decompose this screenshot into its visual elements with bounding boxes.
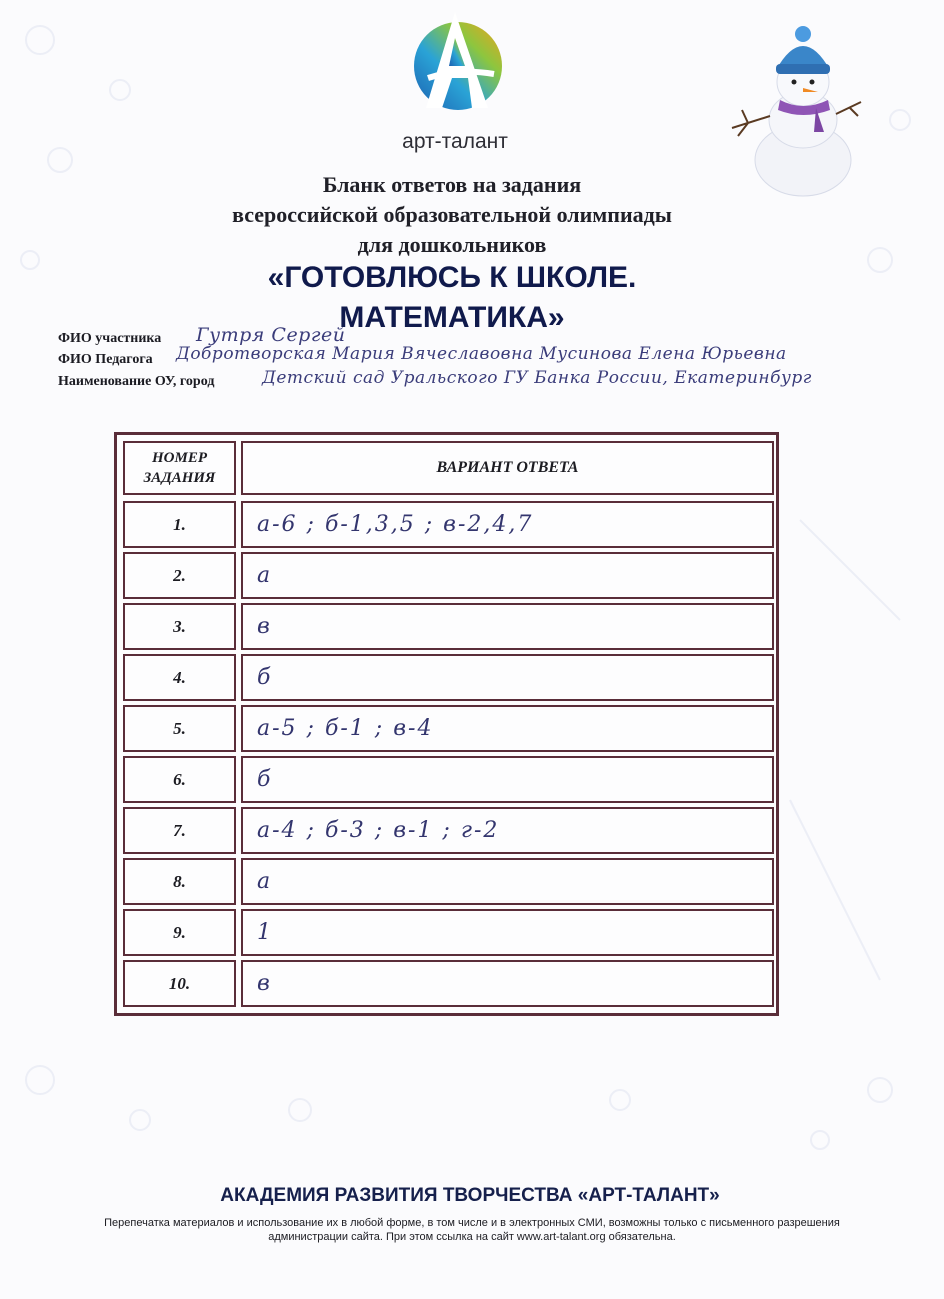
answer-cell: а	[241, 858, 774, 905]
task-number-cell: 1.	[123, 501, 236, 548]
title-line-2: всероссийской образовательной олимпиады	[232, 202, 672, 227]
answer-cell: б	[241, 654, 774, 701]
title-line-1: Бланк ответов на задания	[322, 172, 582, 197]
task-number-cell: 9.	[123, 909, 236, 956]
olympiad-name-line-1: «ГОТОВЛЮСЬ К ШКОЛЕ.	[267, 261, 637, 294]
task-number-cell: 3.	[123, 603, 236, 650]
answer-cell: в	[241, 603, 774, 650]
task-number-cell: 2.	[123, 552, 236, 599]
olympiad-name-line-2: МАТЕМАТИКА»	[339, 301, 565, 334]
table-row	[123, 552, 774, 599]
title-line-3: для дошкольников	[357, 232, 547, 257]
footer-note: Перепечатка материалов и использование их в любой форме, в том числе и в электронных СМИ, возможны только с письменного разрешения администрации сайта. При этом ссылка на сайт www.art-talant.org обязательна.	[104, 1217, 840, 1243]
table-row	[123, 756, 774, 803]
footer-title: АКАДЕМИЯ РАЗВИТИЯ ТВОРЧЕСТВА «АРТ-ТАЛАНТ»	[220, 1185, 720, 1206]
answer-cell: 1	[241, 909, 774, 956]
title-block	[150, 170, 754, 260]
participant-value: Гутря Сергей	[196, 324, 346, 346]
task-number-cell: 8.	[123, 858, 236, 905]
answer-cell: а-5 ; б-1 ; в-4	[241, 705, 774, 752]
table-row	[123, 654, 774, 701]
answer-cell: а-6 ; б-1,3,5 ; в-2,4,7	[241, 501, 774, 548]
org-row	[58, 374, 214, 390]
answers-table	[114, 432, 779, 1016]
answer-cell: а-4 ; б-3 ; в-1 ; г-2	[241, 807, 774, 854]
task-number-cell: 4.	[123, 654, 236, 701]
org-value: Детский сад Уральского ГУ Банка России, Екатеринбург	[262, 368, 812, 388]
answer-cell: в	[241, 960, 774, 1007]
participant-row	[58, 331, 161, 347]
teacher-value: Добротворская Мария Вячеславовна Мусинова Елена Юрьевна	[176, 344, 787, 364]
task-number-cell: 6.	[123, 756, 236, 803]
answer-cell: а	[241, 552, 774, 599]
table-row	[123, 807, 774, 854]
table-row	[123, 705, 774, 752]
table-row	[123, 501, 774, 548]
answer-header: ВАРИАНТ ОТВЕТА	[241, 441, 774, 495]
participant-label: ФИО участника	[58, 331, 162, 346]
task-number-cell: 7.	[123, 807, 236, 854]
task-number-header: НОМЕР ЗАДАНИЯ	[123, 441, 236, 495]
table-row	[123, 603, 774, 650]
brand-name: арт-талант	[402, 130, 508, 153]
table-row	[123, 960, 774, 1007]
org-label: Наименование ОУ, город	[58, 374, 215, 389]
task-number-cell: 10.	[123, 960, 236, 1007]
teacher-label: ФИО Педагога	[58, 352, 153, 367]
table-row	[123, 909, 774, 956]
teacher-row	[58, 352, 153, 368]
table-row	[123, 858, 774, 905]
task-number-cell: 5.	[123, 705, 236, 752]
art-talant-logo	[408, 8, 508, 118]
answer-cell: б	[241, 756, 774, 803]
